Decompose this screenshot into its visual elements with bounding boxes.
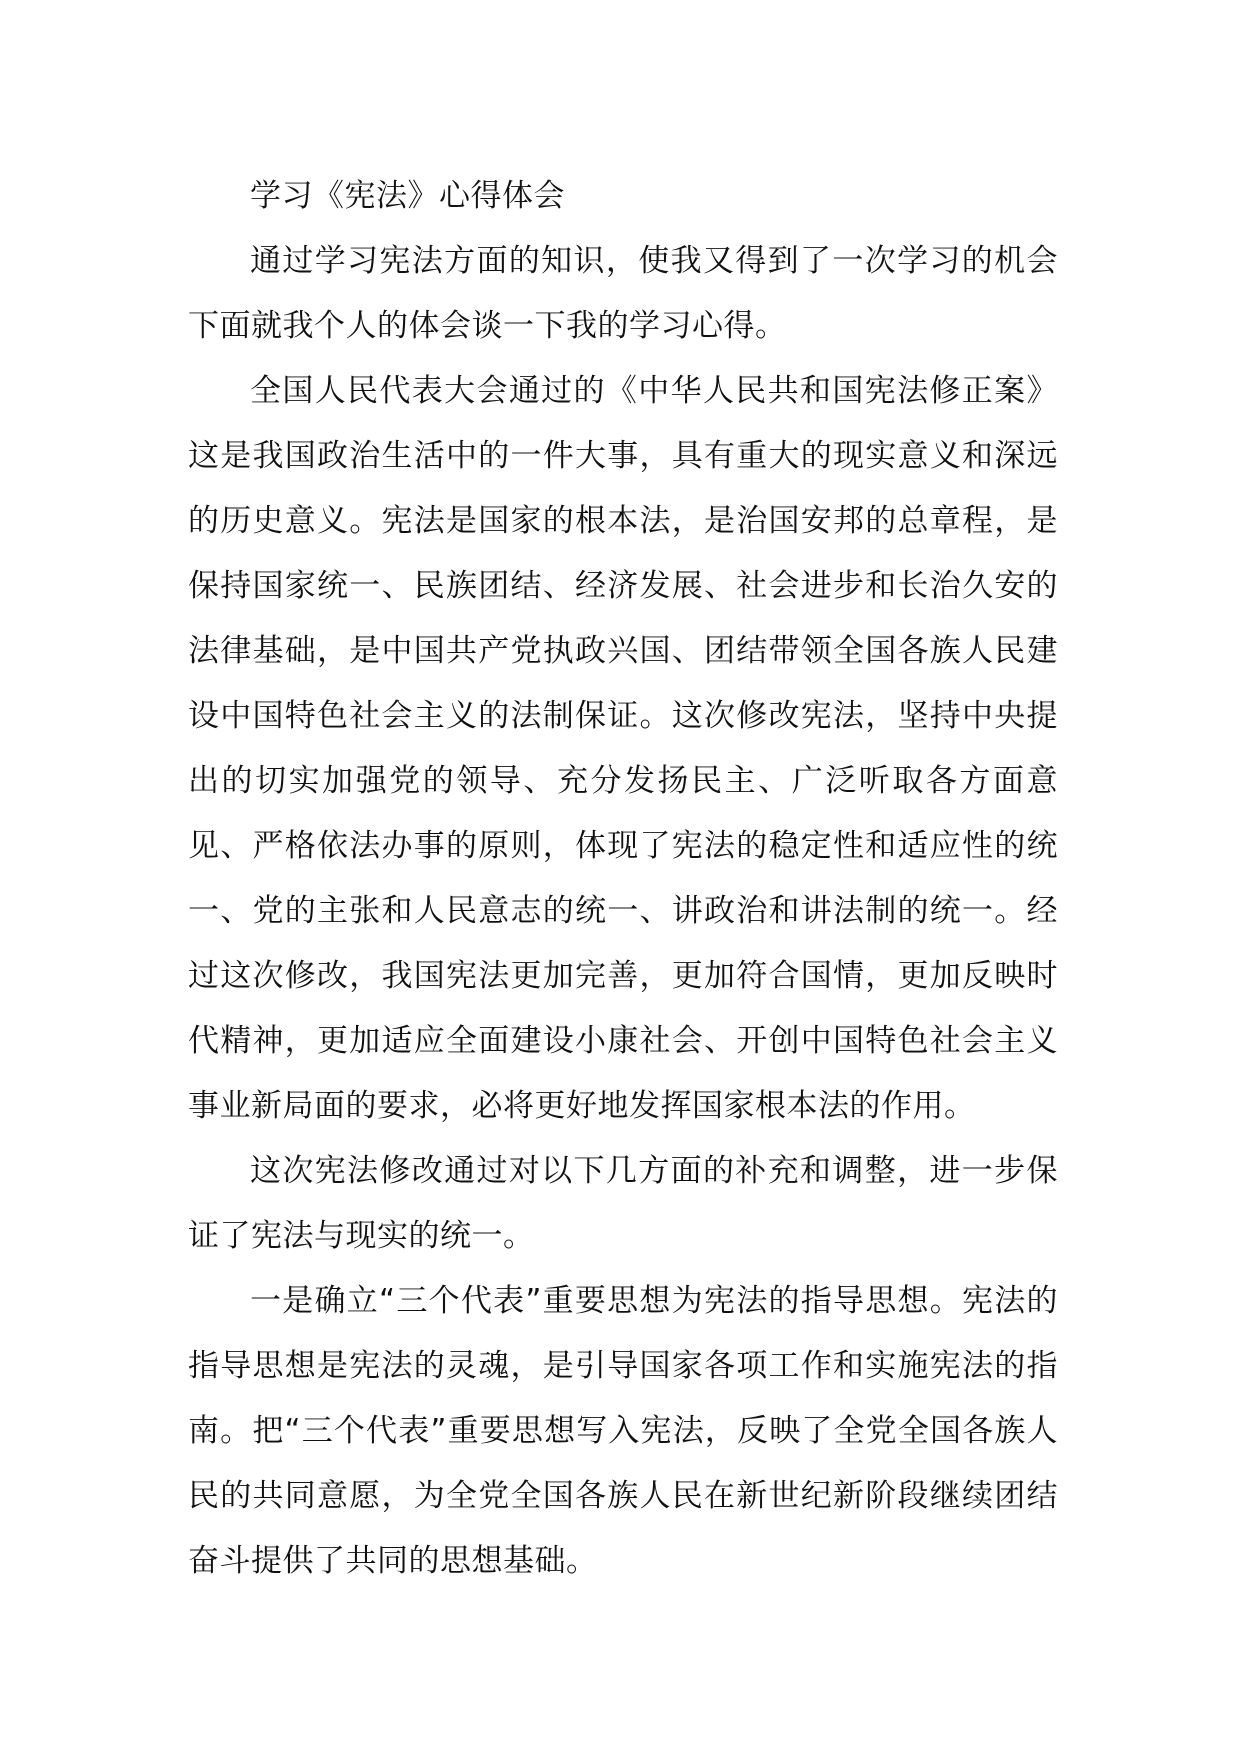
document-title: 学习《宪法》心得体会: [250, 178, 565, 214]
document-body: [188, 164, 1058, 1594]
paragraph-1: 通过学习宪法方面的知识，使我又得到了一次学习的机会下面就我个人的体会谈一下我的学习心得。: [188, 243, 1058, 344]
paragraph-4: 一是确立“三个代表”重要思想为宪法的指导思想。宪法的指导思想是宪法的灵魂，是引导国家各项工作和实施宪法的指南。把“三个代表”重要思想写入宪法，反映了全党全国各族人民的共同意愿，为全党全国各族人民在新世纪新阶段继续团结奋斗提供了共同的思想基础。: [188, 1283, 1058, 1579]
paragraph-3: 这次宪法修改通过对以下几方面的补充和调整，进一步保证了宪法与现实的统一。: [188, 1153, 1058, 1254]
paragraph-2: 全国人民代表大会通过的《中华人民共和国宪法修正案》这是我国政治生活中的一件大事，具有重大的现实意义和深远的历史意义。宪法是国家的根本法，是治国安邦的总章程，是保持国家统一、民族团结、经济发展、社会进步和长治久安的法律基础，是中国共产党执政兴国、团结带领全国各族人民建设中国特色社会主义的法制保证。这次修改宪法，坚持中央提出的切实加强党的领导、充分发扬民主、广泛听取各方面意见、严格依法办事的原则，体现了宪法的稳定性和适应性的统一、党的主张和人民意志的统一、讲政治和讲法制的统一。经过这次修改，我国宪法更加完善，更加符合国情，更加反映时代精神，更加适应全面建设小康社会、开创中国特色社会主义事业新局面的要求，必将更好地发挥国家根本法的作用。: [188, 373, 1058, 1124]
